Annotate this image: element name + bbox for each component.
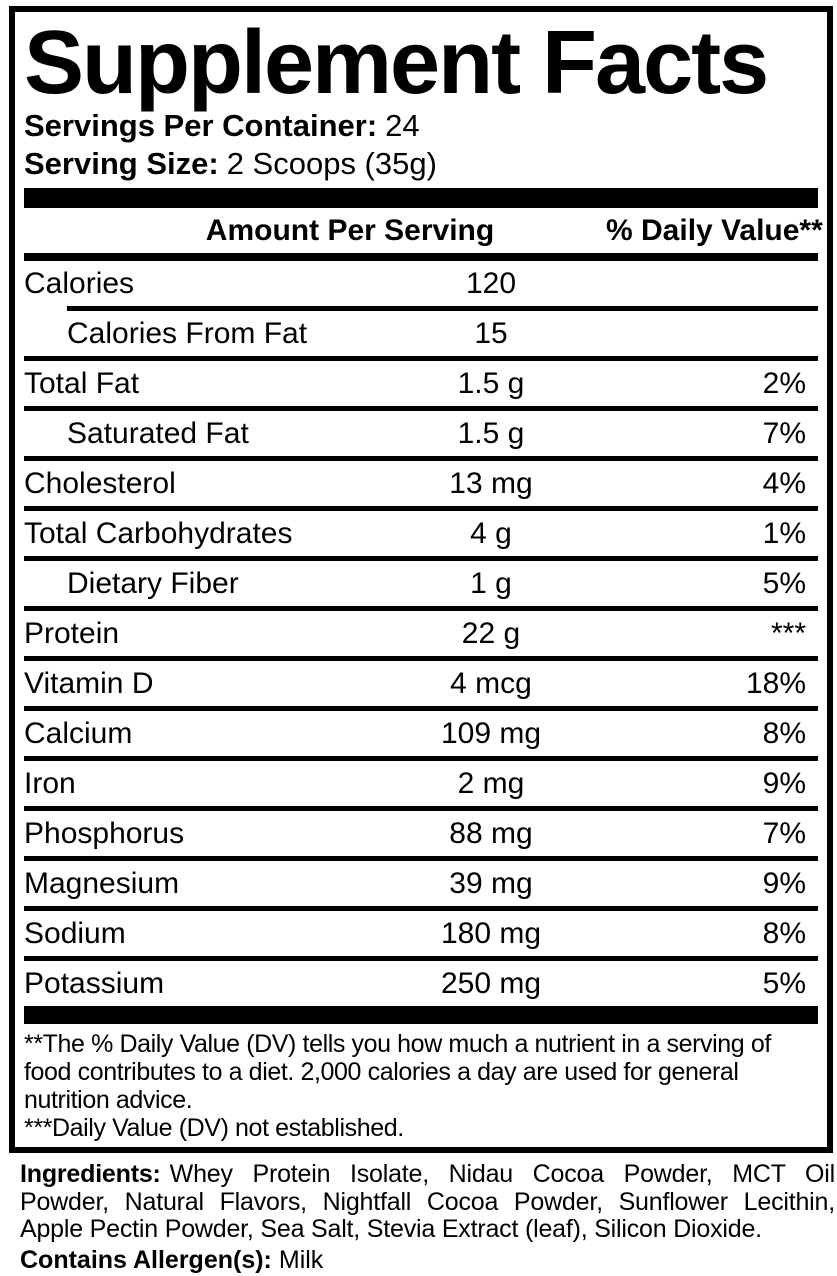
nutrient-name: Cholesterol — [24, 466, 176, 500]
daily-value: 18% — [745, 666, 806, 700]
amount-value: 88 mg — [449, 816, 533, 850]
table-header — [24, 208, 823, 253]
daily-value: 7% — [762, 816, 806, 850]
nutrient-name: Sodium — [24, 916, 126, 950]
serving-size-label: Serving Size: — [24, 146, 219, 182]
row-calories-from-fat — [24, 311, 818, 356]
daily-value: 9% — [762, 766, 806, 800]
nutrient-name: Total Fat — [24, 366, 140, 400]
row-phosphorus — [24, 811, 818, 856]
amount-value: 22 g — [461, 616, 521, 650]
amount-per-serving-header: Amount Per Serving — [205, 213, 495, 247]
serving-size-value: 2 Scoops (35g) — [226, 146, 437, 182]
daily-value-header: % Daily Value** — [606, 213, 823, 247]
servings-per-container-label: Servings Per Container: — [24, 108, 378, 144]
daily-value: 5% — [762, 966, 806, 1000]
row-saturated-fat — [24, 411, 818, 456]
nutrient-name: Calcium — [24, 716, 133, 750]
row-total-fat — [24, 361, 818, 406]
daily-value: 5% — [762, 566, 806, 600]
amount-value: 1 g — [470, 566, 512, 600]
row-calories — [24, 261, 818, 306]
row-calcium — [24, 711, 818, 756]
ingredients-label: Ingredients: — [20, 1160, 161, 1188]
footnotes — [24, 1030, 818, 1142]
amount-value: 250 mg — [440, 966, 542, 1000]
daily-value: 1% — [762, 516, 806, 550]
row-protein — [24, 611, 818, 656]
daily-value: 7% — [762, 416, 806, 450]
nutrient-name: Calories — [24, 266, 135, 300]
amount-value: 2 mg — [457, 766, 525, 800]
ingredients-section — [20, 1161, 835, 1274]
amount-value: 180 mg — [440, 916, 542, 950]
amount-value: 109 mg — [440, 716, 542, 750]
servings-per-container-value: 24 — [385, 108, 420, 144]
row-total-carbohydrates — [24, 511, 818, 556]
divider-bar-bottom — [24, 1006, 818, 1024]
serving-size-line — [24, 145, 818, 183]
daily-value: 2% — [762, 366, 806, 400]
amount-value: 1.5 g — [457, 366, 525, 400]
amount-value: 4 mcg — [450, 666, 532, 700]
row-vitamin-d — [24, 661, 818, 706]
amount-value: 120 — [465, 266, 517, 300]
panel-title: Supplement Facts — [24, 13, 768, 113]
daily-value: 9% — [762, 866, 806, 900]
amount-value: 4 g — [470, 516, 512, 550]
daily-value: 8% — [762, 716, 806, 750]
row-cholesterol — [24, 461, 818, 506]
nutrient-name: Dietary Fiber — [67, 566, 239, 600]
row-potassium — [24, 961, 818, 1006]
nutrient-name: Total Carbohydrates — [24, 516, 293, 550]
nutrient-name: Potassium — [24, 966, 165, 1000]
daily-value: 8% — [762, 916, 806, 950]
amount-value: 39 mg — [449, 866, 533, 900]
nutrient-name: Magnesium — [24, 866, 180, 900]
nutrient-name: Protein — [24, 616, 120, 650]
amount-value: 13 mg — [449, 466, 533, 500]
amount-value: 1.5 g — [457, 416, 525, 450]
daily-value: 4% — [762, 466, 806, 500]
amount-value: 15 — [474, 316, 508, 350]
nutrient-name: Vitamin D — [24, 666, 154, 700]
daily-value-footnote: **The % Daily Value (DV) tells you how much a nutrient in a serving of food contributes to a diet. 2,000 calories a day are used for general nutrition advice. — [24, 1030, 771, 1115]
row-dietary-fiber — [24, 561, 818, 606]
daily-value: *** — [770, 616, 806, 650]
nutrient-name: Saturated Fat — [67, 416, 249, 450]
ingredients-list: Whey Protein Isolate, Nidau Cocoa Powder, MCT Oil Powder, Natural Flavors, Nightfall Cocoa Powder, Sunflower Lecithin, Apple Pectin Powder, Sea Salt, Stevia Extract (leaf), Silicon Dioxide. — [20, 1160, 835, 1243]
allergen-value: Milk — [278, 1245, 324, 1274]
allergen-label: Contains Allergen(s): — [20, 1245, 272, 1274]
nutrient-name: Iron — [24, 766, 76, 800]
nutrient-name: Calories From Fat — [67, 316, 308, 350]
nutrient-name: Phosphorus — [24, 816, 185, 850]
divider-bar-top — [24, 188, 818, 208]
header-separator — [24, 253, 818, 261]
row-iron — [24, 761, 818, 806]
row-magnesium — [24, 861, 818, 906]
supplement-facts-panel — [9, 6, 833, 1153]
ingredients-paragraph — [20, 1161, 835, 1244]
not-established-footnote: ***Daily Value (DV) not established. — [24, 1114, 404, 1143]
row-sodium — [24, 911, 818, 956]
allergen-line — [20, 1246, 835, 1274]
